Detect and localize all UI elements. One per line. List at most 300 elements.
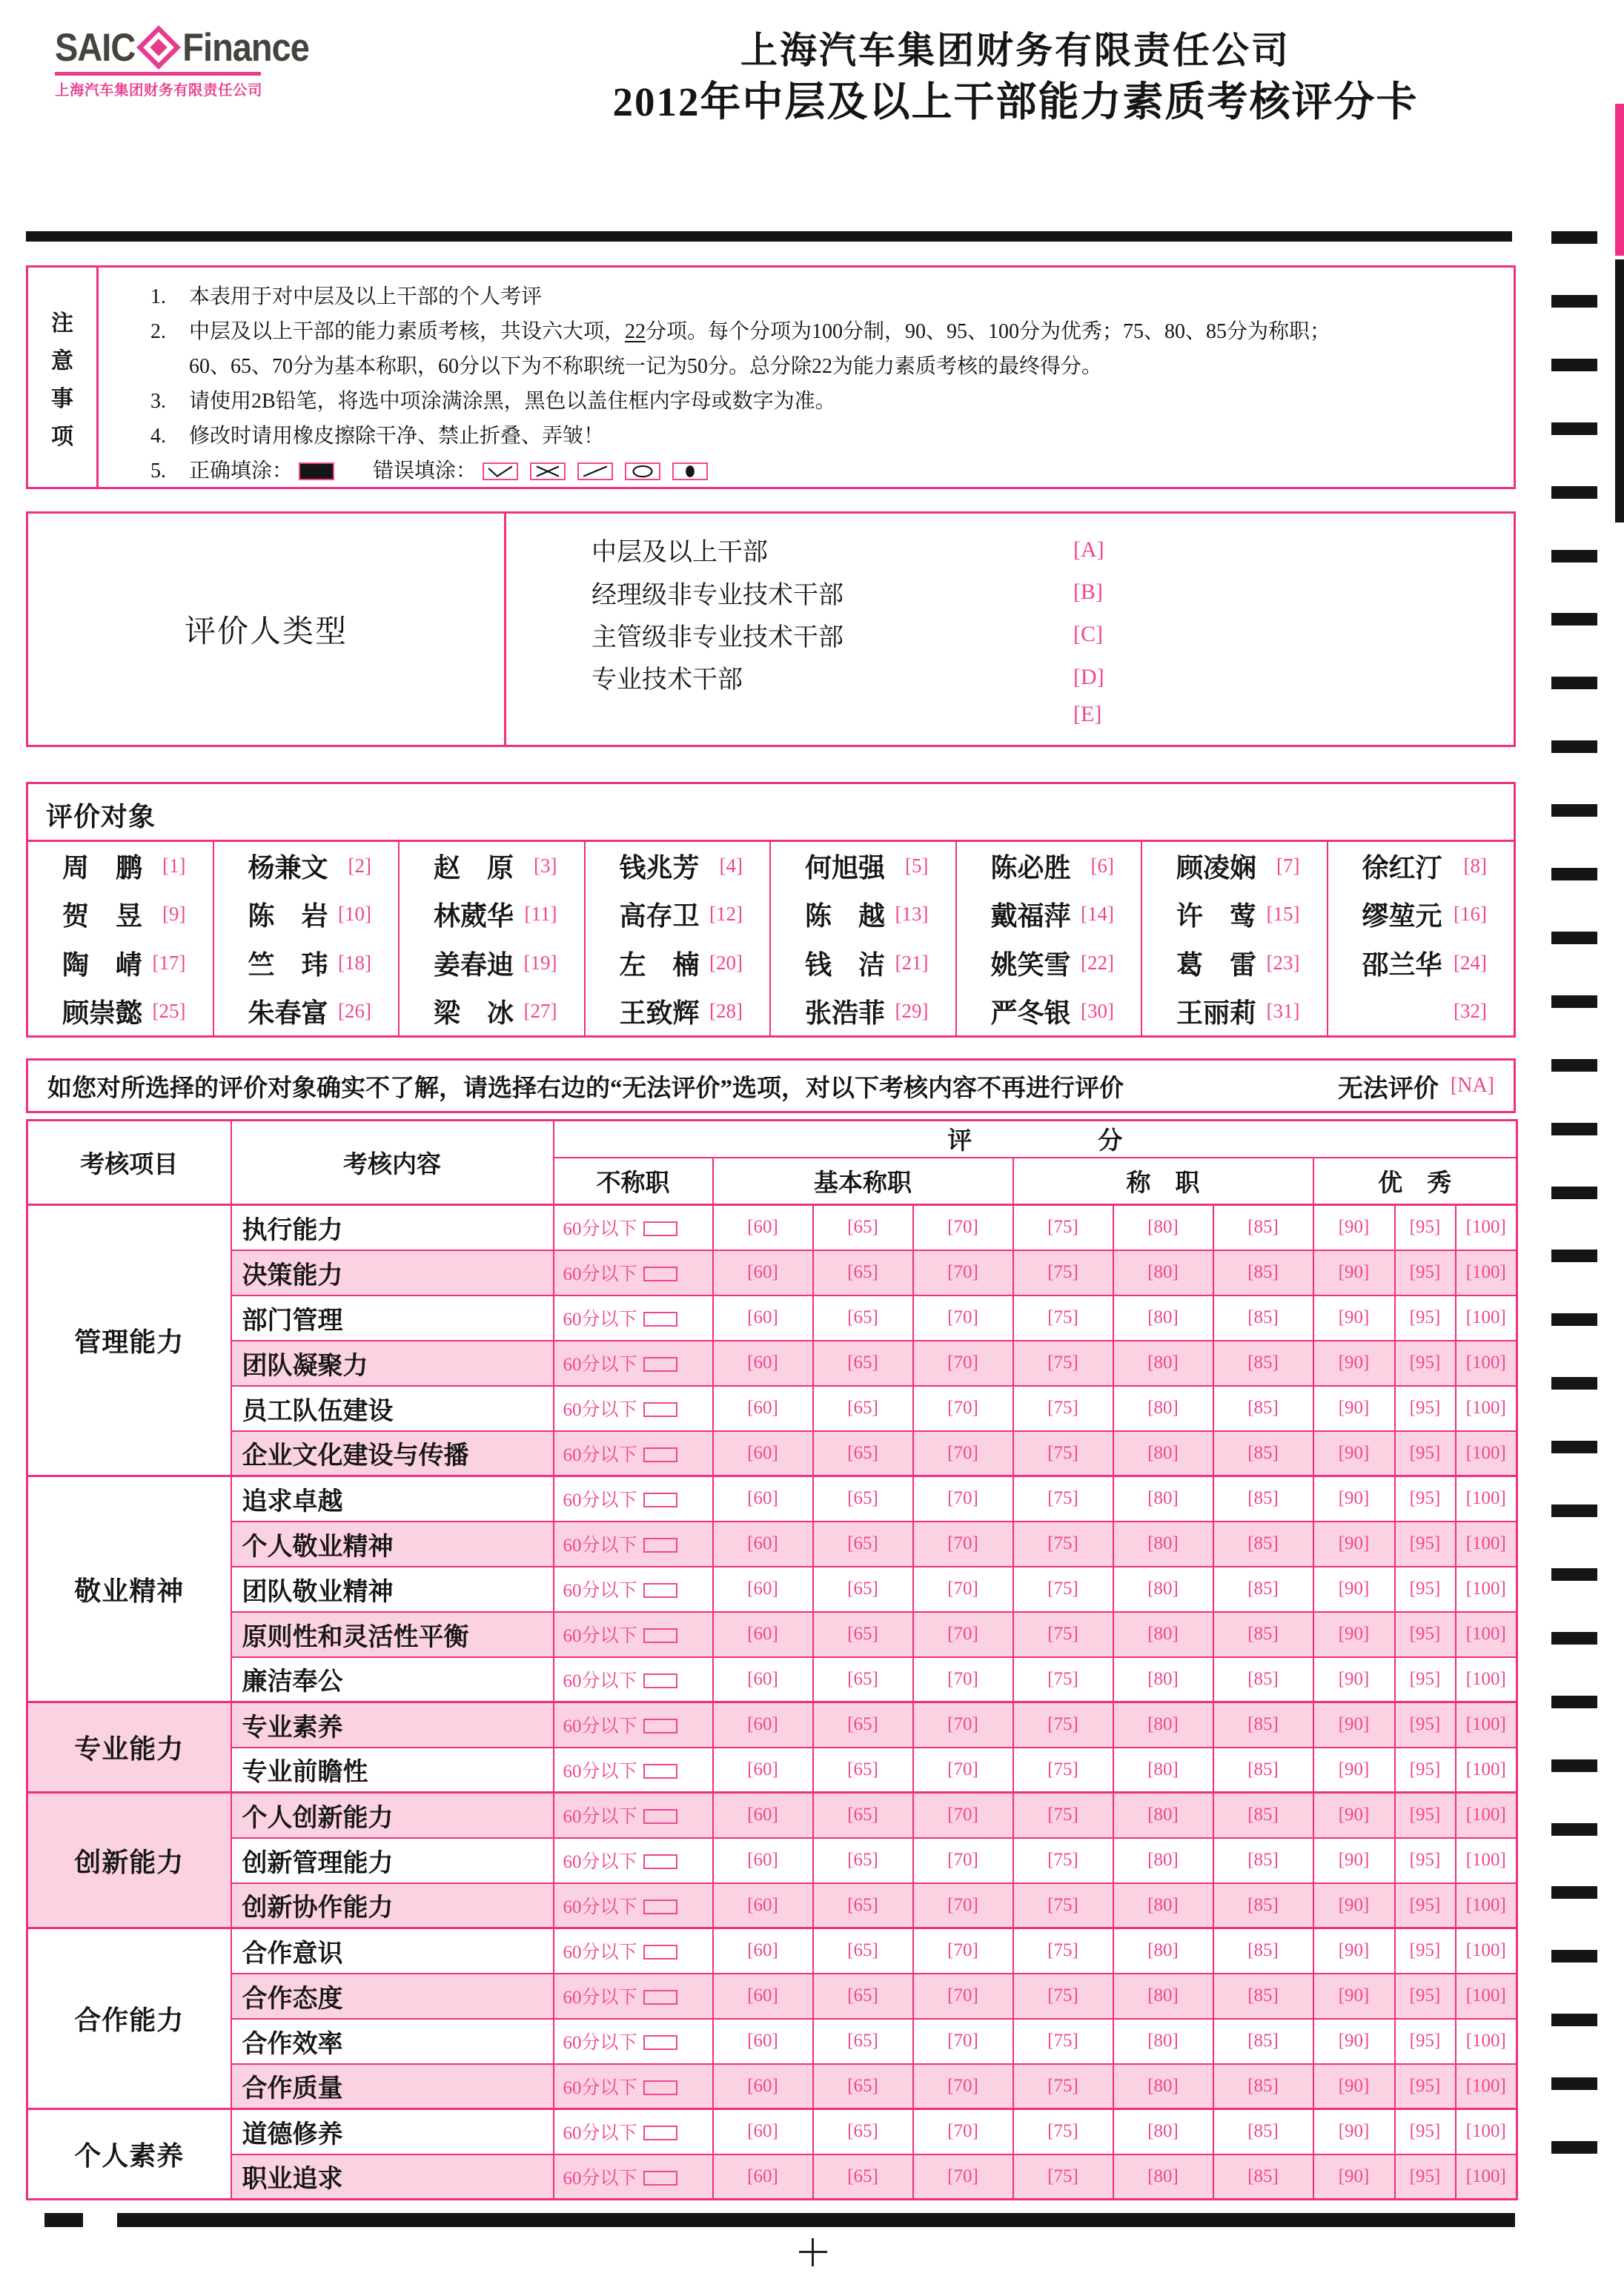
score-bubble-70[interactable]: [ 70 ]: [947, 2076, 978, 2096]
score-bubble-70[interactable]: [ 70 ]: [947, 1488, 978, 1508]
score-bubble-75[interactable]: [ 75 ]: [1047, 1850, 1078, 1870]
score-bubble-75[interactable]: [ 75 ]: [1047, 1624, 1078, 1644]
score-bubble-60[interactable]: [ 60 ]: [747, 1353, 778, 1373]
subject-bubble-7[interactable]: [ 7 ]: [1276, 855, 1300, 877]
score-bubble-95[interactable]: [ 95 ]: [1410, 1624, 1441, 1644]
score-bubble-100[interactable]: [ 100 ]: [1466, 1624, 1506, 1644]
score-cell: [1395, 2154, 1456, 2200]
subject-bubble-27[interactable]: [ 27 ]: [524, 1000, 557, 1023]
score-bubble-85[interactable]: [ 85 ]: [1247, 1579, 1279, 1599]
below-60-bubble[interactable]: [643, 1493, 677, 1507]
score-bubble-60[interactable]: [ 60 ]: [747, 1579, 778, 1599]
subject-bubble-15[interactable]: [ 15 ]: [1267, 903, 1300, 926]
score-bubble-90[interactable]: [ 90 ]: [1339, 1850, 1370, 1870]
score-bubble-90[interactable]: [ 90 ]: [1339, 1805, 1370, 1825]
score-bubble-65[interactable]: [ 65 ]: [847, 1307, 878, 1327]
score-bubble-90[interactable]: [ 90 ]: [1339, 2166, 1370, 2186]
score-bubble-65[interactable]: [ 65 ]: [847, 1714, 878, 1734]
score-bubble-80[interactable]: [ 80 ]: [1147, 2031, 1179, 2051]
score-bubble-85[interactable]: [ 85 ]: [1247, 1353, 1279, 1373]
score-bubble-90[interactable]: [ 90 ]: [1339, 1488, 1370, 1508]
criterion-cell: 廉洁奉公: [231, 1657, 554, 1702]
subject-bubble-22[interactable]: [ 22 ]: [1081, 952, 1114, 975]
score-bubble-60[interactable]: [ 60 ]: [747, 2121, 778, 2141]
below-60-bubble[interactable]: [643, 1990, 677, 2005]
score-bubble-75[interactable]: [ 75 ]: [1047, 1443, 1078, 1463]
note-number: 4.: [150, 425, 166, 448]
score-bubble-70[interactable]: [ 70 ]: [947, 1353, 978, 1373]
score-bubble-60[interactable]: [ 60 ]: [747, 1624, 778, 1644]
score-bubble-80[interactable]: [ 80 ]: [1147, 1353, 1179, 1373]
score-bubble-95[interactable]: [ 95 ]: [1410, 1940, 1441, 1960]
below-60-bubble[interactable]: [643, 1809, 677, 1824]
score-bubble-95[interactable]: [ 95 ]: [1410, 1895, 1441, 1915]
score-cell: [1113, 1205, 1213, 1250]
subject-bubble-21[interactable]: [ 21 ]: [895, 952, 929, 975]
score-bubble-80[interactable]: [ 80 ]: [1147, 1217, 1179, 1237]
score-bubble-100[interactable]: [ 100 ]: [1466, 1307, 1506, 1327]
below-60-bubble[interactable]: [643, 1854, 677, 1869]
score-bubble-65[interactable]: [ 65 ]: [847, 1398, 878, 1418]
note-number: 2.: [150, 320, 166, 343]
score-bubble-95[interactable]: [ 95 ]: [1410, 1398, 1441, 1418]
score-bubble-75[interactable]: [ 75 ]: [1047, 1307, 1078, 1327]
score-bubble-75[interactable]: [ 75 ]: [1047, 2031, 1078, 2051]
score-bubble-100[interactable]: [ 100 ]: [1466, 2076, 1506, 2096]
score-bubble-90[interactable]: [ 90 ]: [1339, 1579, 1370, 1599]
score-bubble-90[interactable]: [ 90 ]: [1339, 1940, 1370, 1960]
score-bubble-90[interactable]: [ 90 ]: [1339, 2121, 1370, 2141]
score-bubble-95[interactable]: [ 95 ]: [1410, 2031, 1441, 2051]
score-cell: [1113, 1431, 1213, 1476]
score-bubble-65[interactable]: [ 65 ]: [847, 1850, 878, 1870]
score-bubble-80[interactable]: [ 80 ]: [1147, 1398, 1179, 1418]
score-bubble-95[interactable]: [ 95 ]: [1410, 2076, 1441, 2096]
subject-bubble-6[interactable]: [ 6 ]: [1091, 855, 1115, 877]
score-bubble-100[interactable]: [ 100 ]: [1466, 1850, 1506, 1870]
score-bubble-100[interactable]: [ 100 ]: [1466, 1805, 1506, 1825]
score-bubble-65[interactable]: [ 65 ]: [847, 1353, 878, 1373]
score-bubble-95[interactable]: [ 95 ]: [1410, 1488, 1441, 1508]
score-bubble-100[interactable]: [ 100 ]: [1466, 1262, 1506, 1282]
score-cell: [1395, 1612, 1456, 1657]
score-bubble-75[interactable]: [ 75 ]: [1047, 1714, 1078, 1734]
score-cell: [813, 1205, 913, 1250]
timing-mark: [1551, 1250, 1597, 1262]
below-60-bubble[interactable]: [643, 1628, 677, 1643]
score-cell: [1113, 1386, 1213, 1431]
subject-bubble-3[interactable]: [ 3 ]: [534, 855, 557, 877]
subject-bubble-20[interactable]: [ 20 ]: [709, 952, 743, 975]
score-bubble-70[interactable]: [ 70 ]: [947, 1805, 978, 1825]
score-bubble-70[interactable]: [ 70 ]: [947, 1217, 978, 1237]
score-bubble-85[interactable]: [ 85 ]: [1247, 1488, 1279, 1508]
score-bubble-80[interactable]: [ 80 ]: [1147, 1805, 1179, 1825]
timing-mark: [1551, 1568, 1597, 1581]
below-60-bubble[interactable]: [643, 2080, 677, 2095]
na-bubble[interactable]: [ NA ]: [1451, 1074, 1494, 1098]
score-cell: [1313, 2019, 1395, 2064]
score-bubble-95[interactable]: [ 95 ]: [1410, 1805, 1441, 1825]
score-bubble-75[interactable]: [ 75 ]: [1047, 1985, 1078, 2005]
score-bubble-70[interactable]: [ 70 ]: [947, 1759, 978, 1779]
score-bubble-95[interactable]: [ 95 ]: [1410, 2166, 1441, 2186]
score-bubble-60[interactable]: [ 60 ]: [747, 1307, 778, 1327]
subject-bubble-24[interactable]: [ 24 ]: [1454, 952, 1487, 975]
score-bubble-60[interactable]: [ 60 ]: [747, 1533, 778, 1553]
below-60-bubble[interactable]: [643, 1267, 677, 1281]
score-bubble-65[interactable]: [ 65 ]: [847, 1624, 878, 1644]
score-bubble-75[interactable]: [ 75 ]: [1047, 1805, 1078, 1825]
evaluator-bubble-A[interactable]: [ A ]: [1073, 537, 1104, 563]
subject-bubble-17[interactable]: [ 17 ]: [153, 952, 186, 975]
subject-bubble-14[interactable]: [ 14 ]: [1081, 903, 1114, 926]
score-bubble-100[interactable]: [ 100 ]: [1466, 1714, 1506, 1734]
score-bubble-100[interactable]: [ 100 ]: [1466, 1353, 1506, 1373]
score-bubble-95[interactable]: [ 95 ]: [1410, 1353, 1441, 1373]
score-bubble-75[interactable]: [ 75 ]: [1047, 1398, 1078, 1418]
score-bubble-75[interactable]: [ 75 ]: [1047, 2076, 1078, 2096]
subject-bubble-25[interactable]: [ 25 ]: [153, 1000, 186, 1023]
score-bubble-90[interactable]: [ 90 ]: [1339, 1398, 1370, 1418]
score-bubble-70[interactable]: [ 70 ]: [947, 1985, 978, 2005]
score-bubble-75[interactable]: [ 75 ]: [1047, 1262, 1078, 1282]
score-bubble-60[interactable]: [ 60 ]: [747, 2031, 778, 2051]
score-bubble-60[interactable]: [ 60 ]: [747, 1398, 778, 1418]
score-bubble-100[interactable]: [ 100 ]: [1466, 1985, 1506, 2005]
score-bubble-90[interactable]: [ 90 ]: [1339, 1669, 1370, 1689]
score-bubble-80[interactable]: [ 80 ]: [1147, 1985, 1179, 2005]
score-bubble-65[interactable]: [ 65 ]: [847, 1488, 878, 1508]
below-60-bubble[interactable]: [643, 1447, 677, 1462]
evaluator-option-E: [591, 702, 1514, 727]
subject-bubble-9[interactable]: [ 9 ]: [162, 903, 186, 926]
category-cell: 管理能力: [27, 1205, 231, 1476]
score-bubble-100[interactable]: [ 100 ]: [1466, 1533, 1506, 1553]
note-line-2-cont: [150, 349, 1514, 384]
table-header-row-1: [27, 1121, 1517, 1158]
score-bubble-75[interactable]: [ 75 ]: [1047, 1759, 1078, 1779]
score-bubble-100[interactable]: [ 100 ]: [1466, 2166, 1506, 2186]
score-bubble-80[interactable]: [ 80 ]: [1147, 1488, 1179, 1508]
score-bubble-90[interactable]: [ 90 ]: [1339, 1307, 1370, 1327]
score-bubble-70[interactable]: [ 70 ]: [947, 1398, 978, 1418]
score-bubble-95[interactable]: [ 95 ]: [1410, 1985, 1441, 2005]
score-bubble-65[interactable]: [ 65 ]: [847, 2076, 878, 2096]
score-bubble-75[interactable]: [ 75 ]: [1047, 1579, 1078, 1599]
score-bubble-80[interactable]: [ 80 ]: [1147, 1759, 1179, 1779]
subject-bubble-12[interactable]: [ 12 ]: [709, 903, 743, 926]
score-bubble-80[interactable]: [ 80 ]: [1147, 1850, 1179, 1870]
score-bubble-85[interactable]: [ 85 ]: [1247, 1759, 1279, 1779]
score-bubble-60[interactable]: [ 60 ]: [747, 1217, 778, 1237]
score-bubble-65[interactable]: [ 65 ]: [847, 1940, 878, 1960]
score-bubble-65[interactable]: [ 65 ]: [847, 1533, 878, 1553]
subject-bubble-31[interactable]: [ 31 ]: [1267, 1000, 1300, 1023]
score-bubble-100[interactable]: [ 100 ]: [1466, 1579, 1506, 1599]
score-bubble-75[interactable]: [ 75 ]: [1047, 1217, 1078, 1237]
subject-bubble-16[interactable]: [ 16 ]: [1454, 903, 1487, 926]
score-bubble-60[interactable]: [ 60 ]: [747, 1669, 778, 1689]
score-bubble-90[interactable]: [ 90 ]: [1339, 1533, 1370, 1553]
score-bubble-70[interactable]: [ 70 ]: [947, 2166, 978, 2186]
subject-bubble-10[interactable]: [ 10 ]: [338, 903, 371, 926]
subject-bubble-18[interactable]: [ 18 ]: [338, 952, 371, 975]
score-bubble-80[interactable]: [ 80 ]: [1147, 1940, 1179, 1960]
score-bubble-85[interactable]: [ 85 ]: [1247, 1624, 1279, 1644]
score-bubble-70[interactable]: [ 70 ]: [947, 1262, 978, 1282]
below-60-bubble[interactable]: [643, 1764, 677, 1779]
score-bubble-65[interactable]: [ 65 ]: [847, 1443, 878, 1463]
subject-bubble-19[interactable]: [ 19 ]: [524, 952, 557, 975]
score-bubble-70[interactable]: [ 70 ]: [947, 1669, 978, 1689]
below-60-bubble[interactable]: [643, 2126, 677, 2140]
score-bubble-75[interactable]: [ 75 ]: [1047, 1488, 1078, 1508]
score-cell: [1456, 1974, 1517, 2019]
subject-bubble-1[interactable]: [ 1 ]: [162, 855, 186, 877]
score-bubble-70[interactable]: [ 70 ]: [947, 1850, 978, 1870]
score-bubble-75[interactable]: [ 75 ]: [1047, 1353, 1078, 1373]
subject-bubble-32[interactable]: [ 32 ]: [1454, 1000, 1487, 1023]
score-bubble-80[interactable]: [ 80 ]: [1147, 1895, 1179, 1915]
score-bubble-80[interactable]: [ 80 ]: [1147, 2121, 1179, 2141]
score-bubble-80[interactable]: [ 80 ]: [1147, 1443, 1179, 1463]
score-bubble-90[interactable]: [ 90 ]: [1339, 1714, 1370, 1734]
score-bubble-90[interactable]: [ 90 ]: [1339, 1624, 1370, 1644]
subject-bubble-26[interactable]: [ 26 ]: [338, 1000, 371, 1023]
score-bubble-90[interactable]: [ 90 ]: [1339, 2076, 1370, 2096]
score-bubble-65[interactable]: [ 65 ]: [847, 1805, 878, 1825]
below-60-bubble[interactable]: [643, 1673, 677, 1688]
score-bubble-85[interactable]: [ 85 ]: [1247, 1850, 1279, 1870]
score-bubble-90[interactable]: [ 90 ]: [1339, 1217, 1370, 1237]
score-bubble-70[interactable]: [ 70 ]: [947, 1443, 978, 1463]
timing-mark: [1551, 295, 1597, 308]
score-bubble-85[interactable]: [ 85 ]: [1247, 1714, 1279, 1734]
below-60-bubble[interactable]: [643, 1900, 677, 1914]
score-cell: [713, 1612, 813, 1657]
score-bubble-80[interactable]: [ 80 ]: [1147, 1307, 1179, 1327]
score-bubble-100[interactable]: [ 100 ]: [1466, 2031, 1506, 2051]
score-bubble-90[interactable]: [ 90 ]: [1339, 1443, 1370, 1463]
score-bubble-85[interactable]: [ 85 ]: [1247, 1669, 1279, 1689]
subject-bubble-13[interactable]: [ 13 ]: [895, 903, 929, 926]
timing-mark: [1551, 932, 1597, 944]
score-bubble-60[interactable]: [ 60 ]: [747, 1759, 778, 1779]
score-bubble-100[interactable]: [ 100 ]: [1466, 1940, 1506, 1960]
below-60-label: 60分以下: [563, 1897, 637, 1917]
score-bubble-90[interactable]: [ 90 ]: [1339, 1759, 1370, 1779]
score-bubble-85[interactable]: [ 85 ]: [1247, 1443, 1279, 1463]
score-bubble-80[interactable]: [ 80 ]: [1147, 1579, 1179, 1599]
timing-mark: [1551, 1886, 1597, 1899]
score-bubble-100[interactable]: [ 100 ]: [1466, 2121, 1506, 2141]
score-bubble-95[interactable]: [ 95 ]: [1410, 1443, 1441, 1463]
score-bubble-75[interactable]: [ 75 ]: [1047, 1895, 1078, 1915]
score-bubble-100[interactable]: [ 100 ]: [1466, 1443, 1506, 1463]
score-bubble-60[interactable]: [ 60 ]: [747, 1850, 778, 1870]
criterion-cell: 专业前瞻性: [231, 1748, 554, 1793]
below-60-cell: [554, 1205, 713, 1250]
below-60-bubble[interactable]: [643, 1538, 677, 1553]
score-bubble-80[interactable]: [ 80 ]: [1147, 1262, 1179, 1282]
score-bubble-100[interactable]: [ 100 ]: [1466, 1895, 1506, 1915]
score-bubble-60[interactable]: [ 60 ]: [747, 1985, 778, 2005]
score-bubble-85[interactable]: [ 85 ]: [1247, 1217, 1279, 1237]
score-bubble-90[interactable]: [ 90 ]: [1339, 1353, 1370, 1373]
below-60-bubble[interactable]: [643, 1583, 677, 1598]
subject-bubble-30[interactable]: [ 30 ]: [1081, 1000, 1114, 1023]
subject-name: 张浩菲: [805, 998, 886, 1028]
score-bubble-100[interactable]: [ 100 ]: [1466, 1488, 1506, 1508]
below-60-bubble[interactable]: [643, 1357, 677, 1372]
score-bubble-85[interactable]: [ 85 ]: [1247, 1262, 1279, 1282]
score-bubble-60[interactable]: [ 60 ]: [747, 1443, 778, 1463]
evaluator-bubble-D[interactable]: [ D ]: [1073, 665, 1104, 690]
score-bubble-95[interactable]: [ 95 ]: [1410, 1759, 1441, 1779]
score-bubble-80[interactable]: [ 80 ]: [1147, 1624, 1179, 1644]
score-bubble-85[interactable]: [ 85 ]: [1247, 2121, 1279, 2141]
score-cell: [1113, 1250, 1213, 1295]
category-cell: 合作能力: [27, 1928, 231, 2109]
score-bubble-90[interactable]: [ 90 ]: [1339, 1985, 1370, 2005]
score-bubble-95[interactable]: [ 95 ]: [1410, 1533, 1441, 1553]
score-bubble-75[interactable]: [ 75 ]: [1047, 1940, 1078, 1960]
score-row: [27, 1974, 1517, 2019]
score-bubble-85[interactable]: [ 85 ]: [1247, 1307, 1279, 1327]
below-60-bubble[interactable]: [643, 1719, 677, 1733]
below-60-bubble[interactable]: [643, 1402, 677, 1417]
score-bubble-85[interactable]: [ 85 ]: [1247, 2166, 1279, 2186]
score-cell: [1313, 1476, 1395, 1522]
score-bubble-70[interactable]: [ 70 ]: [947, 2031, 978, 2051]
score-cell: [1395, 1567, 1456, 1612]
score-bubble-80[interactable]: [ 80 ]: [1147, 1533, 1179, 1553]
score-bubble-95[interactable]: [ 95 ]: [1410, 1669, 1441, 1689]
score-bubble-70[interactable]: [ 70 ]: [947, 1533, 978, 1553]
score-bubble-100[interactable]: [ 100 ]: [1466, 1669, 1506, 1689]
score-bubble-95[interactable]: [ 95 ]: [1410, 1579, 1441, 1599]
notes-label-char: 事: [51, 386, 73, 411]
below-60-bubble[interactable]: [643, 1221, 677, 1236]
score-bubble-80[interactable]: [ 80 ]: [1147, 2166, 1179, 2186]
score-bubble-85[interactable]: [ 85 ]: [1247, 1940, 1279, 1960]
score-bubble-70[interactable]: [ 70 ]: [947, 1579, 978, 1599]
subject-bubble-29[interactable]: [ 29 ]: [895, 1000, 929, 1023]
score-bubble-70[interactable]: [ 70 ]: [947, 1714, 978, 1734]
score-bubble-65[interactable]: [ 65 ]: [847, 1669, 878, 1689]
score-bubble-65[interactable]: [ 65 ]: [847, 2121, 878, 2141]
evaluator-bubble-E[interactable]: [ E ]: [1073, 702, 1101, 727]
score-bubble-65[interactable]: [ 65 ]: [847, 1759, 878, 1779]
score-bubble-90[interactable]: [ 90 ]: [1339, 2031, 1370, 2051]
subject-bubble-4[interactable]: [ 4 ]: [720, 855, 743, 877]
subject-bubble-28[interactable]: [ 28 ]: [709, 1000, 743, 1023]
score-cell: [1456, 1612, 1517, 1657]
score-bubble-85[interactable]: [ 85 ]: [1247, 2031, 1279, 2051]
score-bubble-65[interactable]: [ 65 ]: [847, 2031, 878, 2051]
note-line-1: [150, 279, 1514, 314]
score-bubble-95[interactable]: [ 95 ]: [1410, 2121, 1441, 2141]
score-bubble-60[interactable]: [ 60 ]: [747, 1805, 778, 1825]
evaluator-bubble-B[interactable]: [ B ]: [1073, 580, 1103, 605]
score-bubble-65[interactable]: [ 65 ]: [847, 1985, 878, 2005]
score-cell: [1213, 1838, 1313, 1883]
below-60-bubble[interactable]: [643, 1312, 677, 1327]
score-bubble-70[interactable]: [ 70 ]: [947, 1895, 978, 1915]
score-cell: [1313, 1522, 1395, 1567]
score-cell: [913, 1612, 1013, 1657]
score-bubble-75[interactable]: [ 75 ]: [1047, 1533, 1078, 1553]
score-bubble-70[interactable]: [ 70 ]: [947, 1307, 978, 1327]
score-bubble-60[interactable]: [ 60 ]: [747, 2076, 778, 2096]
subject-bubble-8[interactable]: [ 8 ]: [1464, 855, 1488, 877]
ellipse-mark: [625, 462, 660, 480]
subject-name: 周 鹏: [62, 853, 143, 883]
score-bubble-65[interactable]: [ 65 ]: [847, 1579, 878, 1599]
score-bubble-85[interactable]: [ 85 ]: [1247, 1805, 1279, 1825]
score-bubble-70[interactable]: [ 70 ]: [947, 1624, 978, 1644]
score-bubble-85[interactable]: [ 85 ]: [1247, 1533, 1279, 1553]
score-bubble-60[interactable]: [ 60 ]: [747, 1940, 778, 1960]
score-bubble-95[interactable]: [ 95 ]: [1410, 1714, 1441, 1734]
score-bubble-85[interactable]: [ 85 ]: [1247, 1895, 1279, 1915]
below-60-bubble[interactable]: [643, 2035, 677, 2050]
score-bubble-95[interactable]: [ 95 ]: [1410, 1217, 1441, 1237]
score-bubble-60[interactable]: [ 60 ]: [747, 1895, 778, 1915]
subject-bubble-5[interactable]: [ 5 ]: [905, 855, 929, 877]
score-cell: [1313, 1431, 1395, 1476]
subject-bubble-23[interactable]: [ 23 ]: [1267, 952, 1300, 975]
score-cell: [1013, 1386, 1113, 1431]
score-bubble-65[interactable]: [ 65 ]: [847, 1217, 878, 1237]
score-bubble-60[interactable]: [ 60 ]: [747, 1714, 778, 1734]
score-bubble-80[interactable]: [ 80 ]: [1147, 1714, 1179, 1734]
bottom-timing-bar: [117, 2213, 1515, 2227]
score-bubble-65[interactable]: [ 65 ]: [847, 2166, 878, 2186]
score-bubble-60[interactable]: [ 60 ]: [747, 1262, 778, 1282]
score-bubble-95[interactable]: [ 95 ]: [1410, 1850, 1441, 1870]
score-bubble-80[interactable]: [ 80 ]: [1147, 2076, 1179, 2096]
below-60-bubble[interactable]: [643, 2171, 677, 2186]
score-bubble-75[interactable]: [ 75 ]: [1047, 2166, 1078, 2186]
score-bubble-85[interactable]: [ 85 ]: [1247, 1398, 1279, 1418]
score-bubble-70[interactable]: [ 70 ]: [947, 2121, 978, 2141]
score-bubble-95[interactable]: [ 95 ]: [1410, 1262, 1441, 1282]
score-bubble-60[interactable]: [ 60 ]: [747, 1488, 778, 1508]
evaluator-bubble-C[interactable]: [ C ]: [1073, 622, 1103, 647]
score-bubble-100[interactable]: [ 100 ]: [1466, 1759, 1506, 1779]
below-60-bubble[interactable]: [643, 1945, 677, 1960]
subject-bubble-11[interactable]: [ 11 ]: [525, 903, 557, 926]
score-bubble-90[interactable]: [ 90 ]: [1339, 1262, 1370, 1282]
score-bubble-70[interactable]: [ 70 ]: [947, 1940, 978, 1960]
subject-name: 姚笑雪: [990, 949, 1071, 980]
score-bubble-65[interactable]: [ 65 ]: [847, 1895, 878, 1915]
score-bubble-75[interactable]: [ 75 ]: [1047, 1669, 1078, 1689]
score-bubble-100[interactable]: [ 100 ]: [1466, 1398, 1506, 1418]
score-bubble-85[interactable]: [ 85 ]: [1247, 1985, 1279, 2005]
score-bubble-60[interactable]: [ 60 ]: [747, 2166, 778, 2186]
score-bubble-80[interactable]: [ 80 ]: [1147, 1669, 1179, 1689]
score-bubble-65[interactable]: [ 65 ]: [847, 1262, 878, 1282]
score-bubble-90[interactable]: [ 90 ]: [1339, 1895, 1370, 1915]
score-bubble-85[interactable]: [ 85 ]: [1247, 2076, 1279, 2096]
subject-bubble-2[interactable]: [ 2 ]: [348, 855, 372, 877]
score-bubble-75[interactable]: [ 75 ]: [1047, 2121, 1078, 2141]
score-bubble-100[interactable]: [ 100 ]: [1466, 1217, 1506, 1237]
score-bubble-95[interactable]: [ 95 ]: [1410, 1307, 1441, 1327]
